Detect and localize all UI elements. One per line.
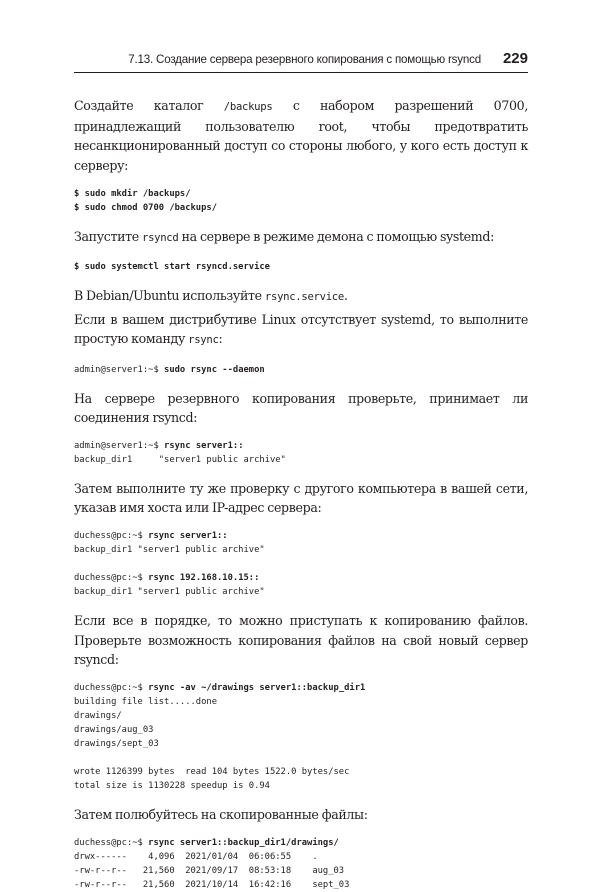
paragraph-debian: В Debian/Ubuntu используйте rsync.service.: [74, 288, 348, 304]
paragraph-start-daemon: Запустите rsyncd на сервере в режиме демона с помощью systemd:: [74, 228, 494, 244]
code-block-check-server: admin@server1:~$ rsync server1:: backup_dir1 "server1 public archive": [74, 441, 286, 466]
page-header: [74, 50, 528, 73]
page-body: [74, 96, 528, 892]
code-block-mkdir: $ sudo mkdir /backups/ $ sudo chmod 0700 /backups/: [74, 188, 217, 213]
running-title: 7.13. Создание сервера резервного копирования с помощью rsyncd: [128, 53, 481, 66]
code-block-rsync-daemon: admin@server1:~$ sudo rsync --daemon: [74, 364, 265, 375]
paragraph-copy-files: Если все в порядке, то можно приступать к копированию файлов. Проверьте возможность копирования файлов на свой новый сервер rsyncd:: [74, 613, 528, 667]
code-block-systemctl: $ sudo systemctl start rsyncd.service: [74, 262, 270, 273]
inline-code: /backups: [223, 101, 273, 113]
inline-code: rsync.service: [264, 291, 344, 304]
inline-code: rsync: [188, 334, 219, 347]
code-block-copy-files: duchess@pc:~$ rsync -av ~/drawings server1::backup_dir1 building file list.....done drawings/ drawings/aug_03 drawings/sept_03 wrote 1126399 bytes read 104 bytes 1522.0 bytes/sec total size is 1130228 speedup is 0.94: [74, 683, 366, 792]
inline-code: rsyncd: [142, 231, 179, 244]
paragraph-check-other-host: Затем выполните ту же проверку с другого компьютера в вашей сети, указав имя хоста или IP-адрес сервера:: [74, 481, 528, 516]
code-block-list-files: duchess@pc:~$ rsync server1::backup_dir1/drawings/ drwx------ 4,096 2021/01/04 06:06:55 . -rw-r--r-- 21,560 2021/09/17 08:53:18 aug_03 -rw-r--r-- 21,560 2021/10/14 16:42:16 sept_03: [74, 838, 350, 891]
paragraph-no-systemd: Если в вашем дистрибутиве Linux отсутствует systemd, то выполните простую команду rsync:: [74, 312, 528, 347]
paragraph-create-dir: Создайте каталог /backups с набором разрешений 0700, принадлежащий пользователю root, чтобы предотвратить несанкционированный доступ со стороны любого, у кого есть доступ к серверу:: [74, 98, 528, 173]
page-number: 229: [502, 50, 528, 67]
paragraph-check-server: На сервере резервного копирования проверьте, принимает ли соединения rsyncd:: [74, 390, 528, 425]
code-block-check-other-host: duchess@pc:~$ rsync server1:: backup_dir1 "server1 public archive" duchess@pc:~$ rsync 192.168.10.15:: backup_dir1 "server1 public archive": [74, 531, 265, 598]
paragraph-view-files: Затем полюбуйтесь на скопированные файлы:: [74, 807, 368, 823]
